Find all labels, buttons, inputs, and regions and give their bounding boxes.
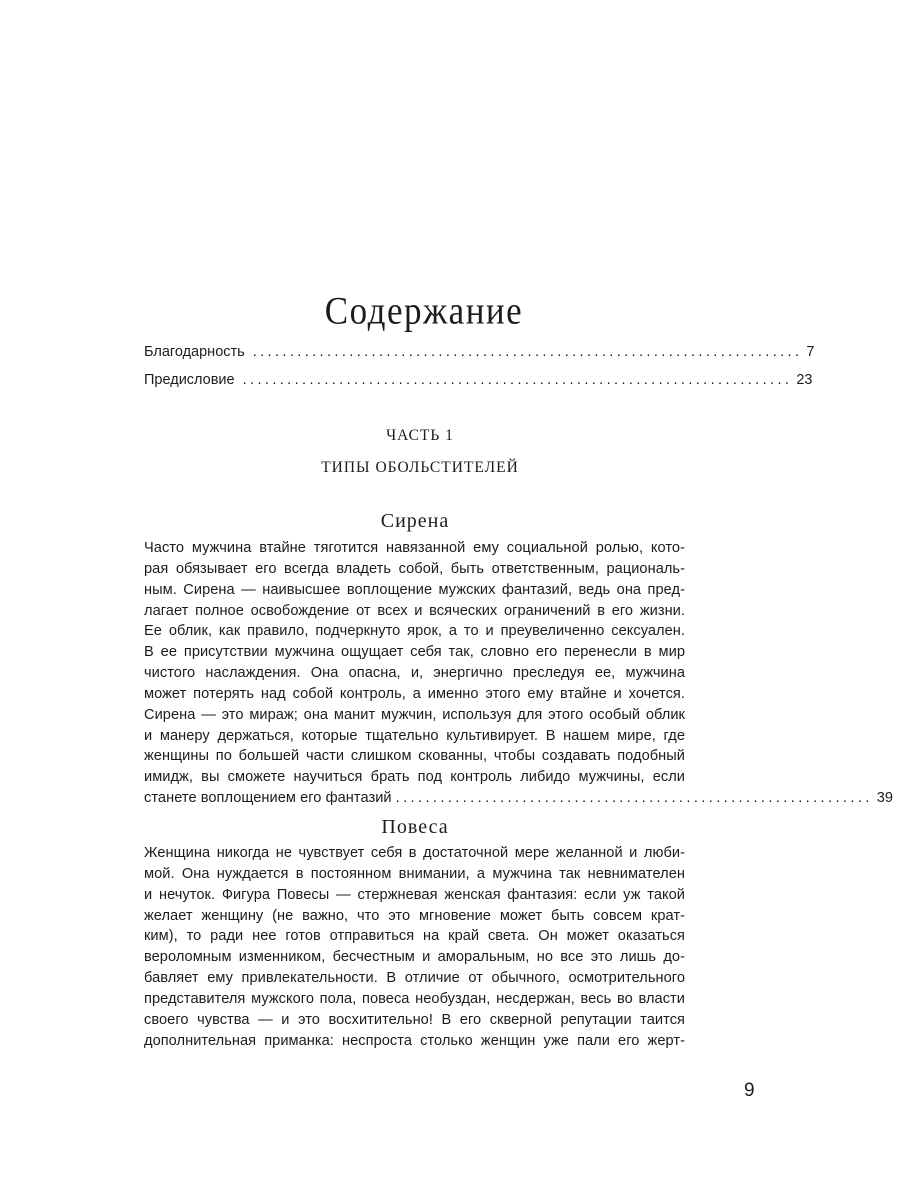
part-name: ТИПЫ ОБОЛЬСТИТЕЛЕЙ: [321, 459, 519, 476]
text-line: Сирена — это мираж; она манит мужчин, используя для этого особый облик: [144, 706, 685, 723]
text-line: рая обязывает его всегда владеть собой, быть ответственным, рациональ-: [144, 560, 685, 577]
page-title: Содержание: [324, 289, 524, 333]
text-line: чистого наслаждения. Она опасна, и, энергично преследуя ее, мужчина: [144, 665, 685, 682]
text-line: вероломным изменником, бесчестным и аморальным, но все это лишь до-: [144, 949, 685, 966]
text-line: желает женщину (не важно, что это мгновение может быть совсем крат-: [144, 907, 685, 924]
toc-entry-label: Благодарность: [144, 344, 245, 360]
text-line: ким), то ради нее готов отправиться на край света. Он может оказаться: [144, 928, 685, 945]
text-line: В ее присутствии мужчина ощущает себя так, словно его перенесли в мир: [144, 644, 685, 661]
page-number: 9: [744, 1080, 755, 1101]
text-line: бавляет ему привлекательности. В отличие от обычного, осмотрительного: [144, 970, 685, 987]
section-text-rake: [144, 843, 685, 1051]
text-line: Ее облик, как правило, подчеркнуто ярок, а то и преувеличенно сексуален.: [144, 623, 685, 640]
toc-entry-page: 23: [796, 372, 813, 388]
text-line: Женщина никогда не чувствует себя в достаточной мере желанной и люби-: [144, 845, 685, 861]
text-line: мой. Она нуждается в постоянном внимании, а мужчина так невнимателен: [144, 865, 685, 882]
text-line: имидж, вы сможете научиться брать под контроль либидо мужчины, если: [144, 769, 685, 786]
section-title-rake: Повеса: [381, 816, 449, 838]
text-line: дополнительная приманка: неспроста столько женщин уже пали его жерт-: [144, 1032, 685, 1049]
text-line: женщины по большей части слишком скованны, чтобы создавать подобный: [144, 748, 685, 765]
toc-dot-leader: ................................................................: [395, 790, 873, 807]
toc-entry-page: 39: [876, 790, 894, 807]
toc-entry-siren[interactable]: [144, 788, 894, 809]
toc-entry-preface[interactable]: [144, 372, 813, 388]
text-line: ным. Сирена — наивысшее воплощение мужских фантазий, ведь она пред-: [144, 581, 685, 598]
text-line: станете воплощением его фантазий: [144, 790, 392, 807]
toc-entry-page: 7: [806, 344, 815, 360]
part-number: ЧАСТЬ 1: [386, 427, 454, 444]
text-line: представителя мужского пола, повеса необуздан, несдержан, весь во власти: [144, 990, 685, 1007]
section-text-siren: [144, 538, 894, 809]
text-line: лагает полное освобождение от всех и всяческих ограничений в его жизни.: [144, 602, 685, 619]
section-title-siren: Сирена: [380, 510, 450, 532]
text-line: и манеру держаться, которые тщательно культивирует. В нашем мире, где: [144, 727, 685, 744]
toc-dot-leader: ..........................................................................: [252, 344, 803, 360]
part-heading: [0, 428, 840, 492]
toc-entry-acknowledgements[interactable]: [144, 344, 815, 360]
toc-dot-leader: ..........................................................................: [242, 372, 793, 388]
text-line: и нечуток. Фигура Повесы — стержневая женская фантазия: если уж такой: [144, 886, 685, 903]
text-line: может потерять над собой контроль, а именно этого ему втайне и хочется.: [144, 685, 685, 702]
text-line: Часто мужчина втайне тяготится навязанной ему социальной ролью, кото-: [144, 540, 685, 556]
toc-entry-label: Предисловие: [144, 372, 235, 388]
text-line: своего чувства — и это восхитительно! В его скверной репутации таится: [144, 1011, 685, 1028]
